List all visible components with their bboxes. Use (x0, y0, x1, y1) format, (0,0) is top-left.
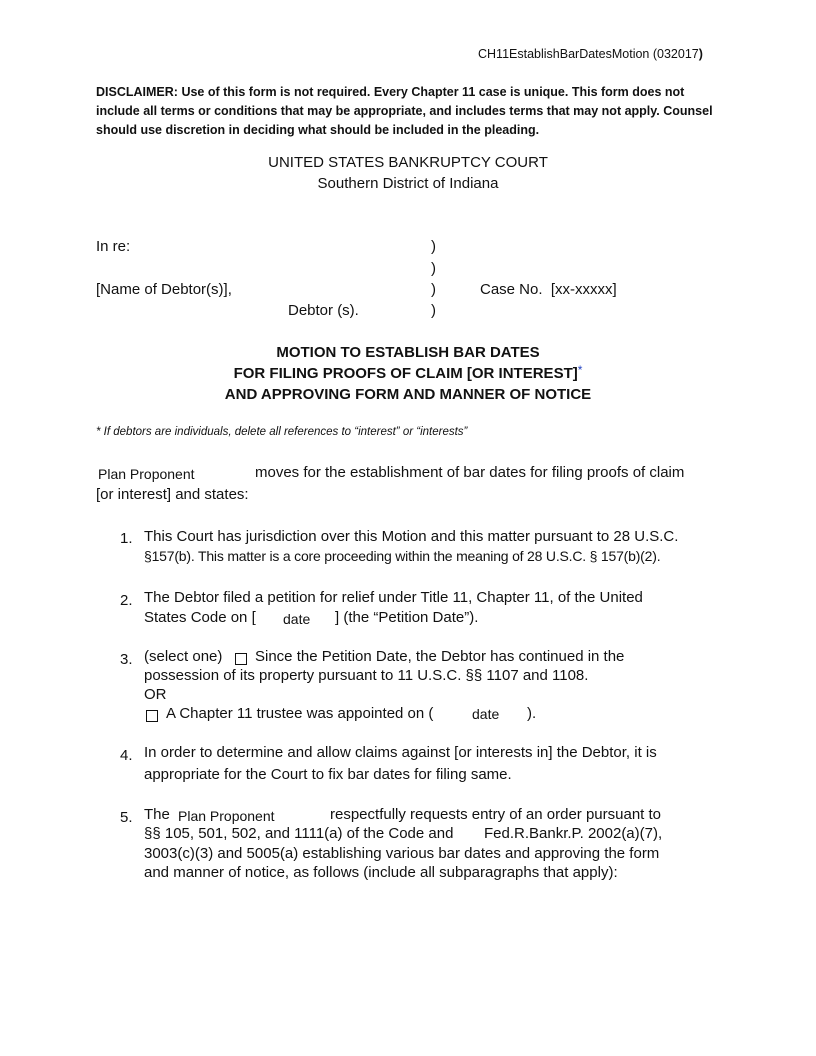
disclaimer (96, 83, 721, 140)
title-line-2-text: FOR FILING PROOFS OF CLAIM [OR INTEREST] (233, 365, 578, 382)
option-2-checkbox[interactable] (146, 708, 158, 726)
case-number (480, 281, 617, 298)
intro-line-2: [or interest] and states: (96, 486, 249, 503)
case-number-value: [xx-xxxxx] (550, 281, 617, 298)
form-id-close: ) (698, 47, 703, 61)
paragraph-3-option-2b: ). (527, 705, 537, 722)
paragraph-3-option-2a: A Chapter 11 trustee was appointed on ( (166, 705, 434, 722)
paragraph-4-line-2: appropriate for the Court to fix bar dates for filing same. (144, 766, 512, 783)
disclaimer-text: Use of this form is not required. Every Chapter 11 case is unique. This form does not include all terms or conditions that may be appropriate, and includes terms that may not apply. Counsel should use discretion in deciding what should be included in the pleading. (96, 85, 713, 137)
paragraph-2-line-2a: States Code on [ (144, 609, 256, 626)
form-id (478, 47, 703, 61)
paragraph-5-number: 5. (120, 809, 133, 826)
paragraph-5-line-4: and manner of notice, as follows (include all subparagraphs that apply): (144, 864, 618, 881)
paragraph-1-line-2 (144, 548, 660, 564)
paragraph-2-line-2b: ] (the “Petition Date”). (335, 609, 479, 626)
footnote: * If debtors are individuals, delete all references to “interest” or “interests” (96, 426, 468, 438)
paragraph-1-line-2a: §157(b). This matter is a core proceeding within the meaning of 28 U.S.C. (144, 548, 586, 564)
plan-proponent-field[interactable]: Plan Proponent (178, 808, 275, 824)
paragraph-2-line-1: The Debtor filed a petition for relief under Title 11, Chapter 11, of the United (144, 589, 643, 606)
form-id-text: CH11EstablishBarDatesMotion (032017 (478, 47, 699, 61)
petition-date-field[interactable]: date (283, 611, 311, 627)
case-number-label: Case No. (480, 281, 543, 298)
paragraph-1-line-2b: § 157(b)(2). (589, 548, 661, 564)
plan-proponent-field[interactable]: Plan Proponent (98, 466, 195, 482)
paragraph-5-line-2b: Fed.R.Bankr.P. 2002(a)(7), (484, 825, 663, 842)
paragraph-3-option-1-line-1: Since the Petition Date, the Debtor has continued in the (255, 648, 625, 665)
paragraph-1-line-1: This Court has jurisdiction over this Motion and this matter pursuant to 28 U.S.C. (144, 528, 679, 545)
caption-in-re: In re: (96, 238, 131, 255)
paragraph-4-line-1: In order to determine and allow claims against [or interests in] the Debtor, it is (144, 744, 657, 761)
checkbox-icon (146, 710, 158, 722)
paragraph-5-line-2a: §§ 105, 501, 502, and 1111(a) of the Code and (144, 825, 454, 842)
paragraph-3-or: OR (144, 686, 167, 703)
caption-debtor-label: Debtor (s). (288, 302, 359, 319)
court-district: Southern District of Indiana (317, 175, 499, 192)
paragraph-4-number: 4. (120, 747, 133, 764)
caption-paren: ) (431, 302, 436, 319)
caption-paren: ) (431, 281, 436, 298)
paragraph-5-line-1b: respectfully requests entry of an order pursuant to (330, 806, 662, 823)
disclaimer-label: DISCLAIMER: (96, 85, 178, 99)
title-line-1: MOTION TO ESTABLISH BAR DATES (276, 344, 540, 361)
paragraph-3-number: 3. (120, 651, 133, 668)
intro-line-1: moves for the establishment of bar dates for filing proofs of claim (255, 464, 685, 481)
title-line-3: AND APPROVING FORM AND MANNER OF NOTICE (224, 386, 592, 403)
title-line-2 (0, 365, 816, 382)
checkbox-icon (235, 653, 247, 665)
paragraph-3-option-1-line-2: possession of its property pursuant to 11 U.S.C. §§ 1107 and 1108. (144, 667, 589, 684)
trustee-date-field[interactable]: date (472, 706, 500, 722)
title-asterisk: * (577, 363, 583, 377)
court-name: UNITED STATES BANKRUPTCY COURT (268, 154, 548, 171)
caption-paren: ) (431, 260, 436, 277)
caption-paren: ) (431, 238, 436, 255)
caption-debtor-name: [Name of Debtor(s)], (96, 281, 232, 298)
paragraph-5-line-3: 3003(c)(3) and 5005(a) establishing various bar dates and approving the form (144, 845, 660, 862)
paragraph-2-number: 2. (120, 592, 133, 609)
paragraph-3-select: (select one) (144, 648, 223, 665)
paragraph-5-the: The (144, 806, 170, 823)
paragraph-1-number: 1. (120, 530, 133, 547)
